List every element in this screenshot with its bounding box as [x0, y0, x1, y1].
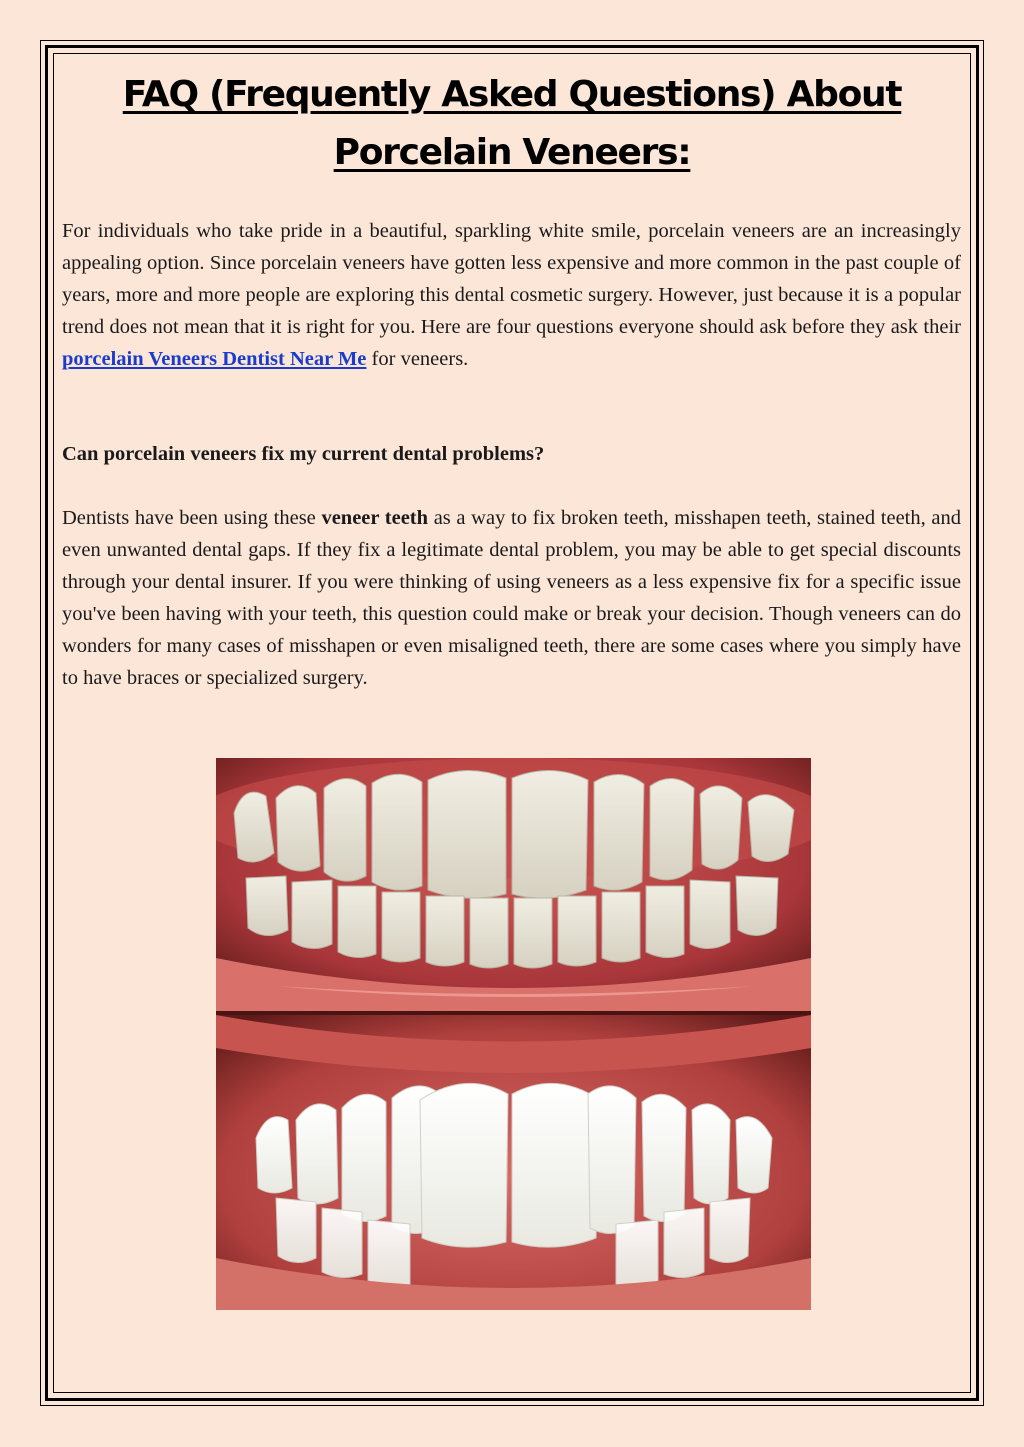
page-title	[60, 66, 964, 182]
intro-text-after-link: for veneers.	[366, 348, 469, 370]
page-title-line-2: Porcelain Veneers:	[333, 132, 691, 173]
question-heading: Can porcelain veneers fix my current dental problems?	[62, 443, 545, 465]
answer-paragraph	[62, 502, 961, 694]
answer-text-after-bold: as a way to fix broken teeth, misshapen teeth, stained teeth, and even unwanted dental gaps. If they fix a legitimate dental problem, you may be able to get special discounts through your dental insurer. If you were thinking of using veneers as a less expensive fix for a specific issue you've been having with your teeth, this question could make or break your decision. Though veneers can do wonders for many cases of misshapen or even misaligned teeth, there are some cases where you simply have to have braces or specialized surgery.	[62, 507, 962, 689]
page-title-line-1: FAQ (Frequently Asked Questions) About	[122, 74, 902, 115]
intro-text-before-link: For individuals who take pride in a beautiful, sparkling white smile, porcelain veneers are an increasingly appealing option. Since porcelain veneers have gotten less expensive and more common in the past couple of years, more and more people are exploring this dental cosmetic surgery. However, just because it is a popular trend does not mean that it is right for you. Here are four questions everyone should ask before they ask their	[62, 220, 961, 338]
before-after-teeth-photo	[216, 758, 811, 1310]
intro-paragraph	[62, 215, 961, 375]
answer-text-before-bold: Dentists have been using these	[62, 507, 322, 529]
dentist-near-me-link[interactable]: porcelain Veneers Dentist Near Me	[62, 348, 367, 370]
veneer-teeth-bold: veneer teeth	[321, 507, 429, 529]
